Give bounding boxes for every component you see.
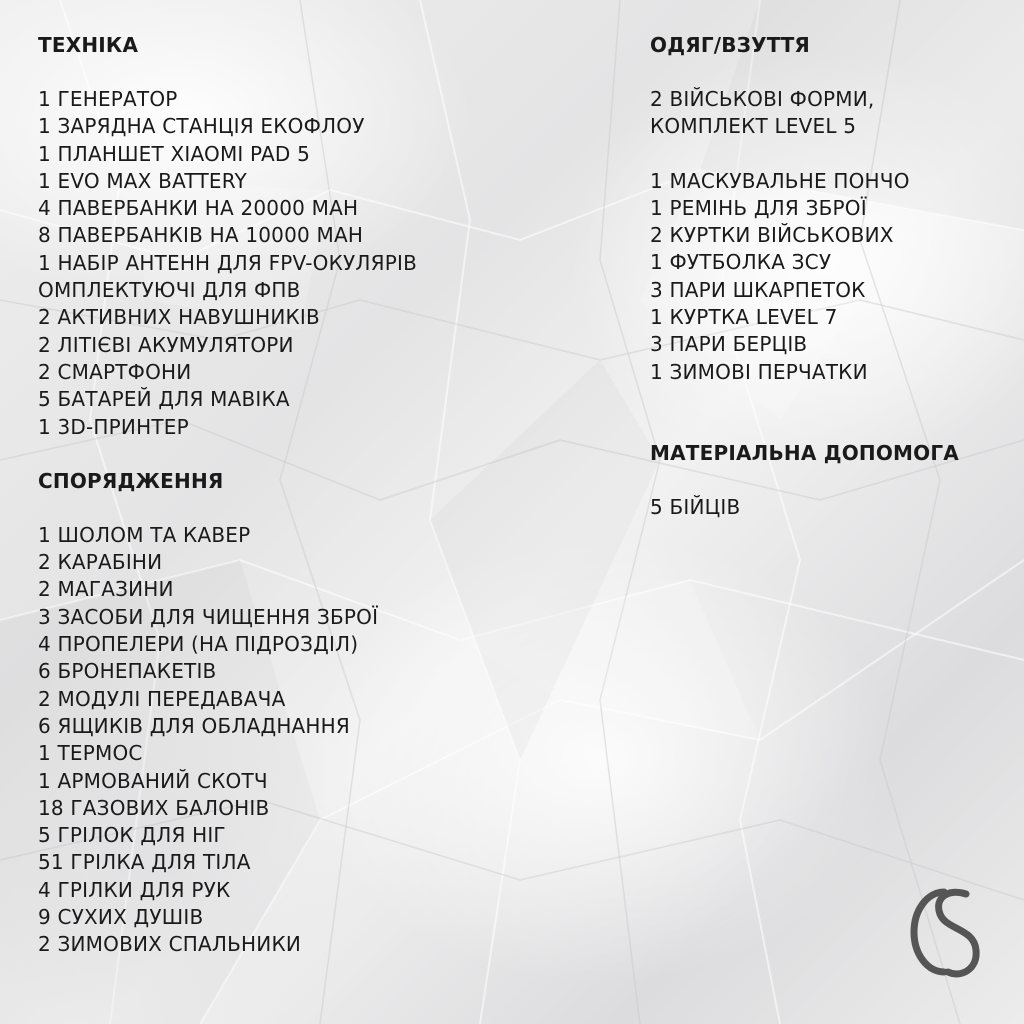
list-item: 1 МАСКУВАЛЬНЕ ПОНЧО — [650, 168, 910, 193]
list-item: 2 КУРТКИ ВІЙСЬКОВИХ — [650, 223, 894, 248]
list-item: 1 ШОЛОМ ТА КАВЕР — [38, 522, 251, 547]
list-item: 1 ЗИМОВІ ПЕРЧАТКИ — [650, 359, 868, 384]
section-title-technika: ТЕХНІКА — [38, 33, 139, 57]
spacer — [38, 441, 598, 468]
list-item: 2 КАРАБІНИ — [38, 550, 163, 575]
odiag-list-group1 — [650, 86, 1010, 141]
list-item: 51 ГРІЛКА ДЛЯ ТІЛА — [38, 850, 251, 875]
list-item: 2 МОДУЛІ ПЕРЕДАВАЧА — [38, 686, 286, 711]
sporyadzhennia-list — [38, 522, 598, 959]
logo-s-stroke — [939, 892, 977, 974]
list-item: ОМПЛЕКТУЮЧІ ДЛЯ ФПВ — [38, 278, 301, 303]
list-item: КОМПЛЕКТ LEVEL 5 — [650, 114, 857, 139]
spacer — [650, 413, 1010, 440]
list-item: 3 ПАРИ ШКАРПЕТОК — [650, 277, 866, 302]
list-item: 1 РЕМІНЬ ДЛЯ ЗБРОЇ — [650, 195, 867, 220]
left-column — [38, 32, 598, 959]
list-item: 1 НАБІР АНТЕНН ДЛЯ FPV-ОКУЛЯРІВ — [38, 250, 418, 275]
technika-list — [38, 86, 598, 441]
materialna-list — [650, 494, 1010, 521]
section-title-odiag: ОДЯГ/ВЗУТТЯ — [650, 33, 811, 57]
list-item: 1 ГЕНЕРАТОР — [38, 87, 178, 111]
list-item: 1 ФУТБОЛКА ЗСУ — [650, 250, 832, 275]
spacer — [650, 386, 1010, 413]
cs-monogram-logo-icon — [904, 884, 986, 980]
list-item: 2 ЗИМОВИХ СПАЛЬНИКИ — [38, 932, 302, 957]
list-item: 4 ГРІЛКИ ДЛЯ РУК — [38, 877, 231, 902]
list-item: 2 ВІЙСЬКОВІ ФОРМИ, — [650, 87, 875, 111]
odiag-list-group2 — [650, 168, 1010, 386]
list-item: 2 ЛІТІЄВІ АКУМУЛЯТОРИ — [38, 332, 294, 357]
list-item: 5 БАТАРЕЙ ДЛЯ МАВІКА — [38, 387, 290, 412]
list-item: 1 3D-ПРИНТЕР — [38, 414, 189, 439]
list-item: 4 ПАВЕРБАНКИ НА 20000 MAH — [38, 196, 359, 221]
right-column — [650, 32, 1010, 521]
list-item: 1 ЗАРЯДНА СТАНЦІЯ ЕКОФЛОУ — [38, 114, 365, 139]
list-item: 1 КУРТКА LEVEL 7 — [650, 305, 838, 330]
list-item: 2 АКТИВНИХ НАВУШНИКІВ — [38, 305, 320, 330]
list-item: 9 СУХИХ ДУШІВ — [38, 905, 204, 930]
list-item: 1 ТЕРМОС — [38, 741, 143, 766]
list-item: 2 МАГАЗИНИ — [38, 577, 174, 602]
list-item: 3 ПАРИ БЕРЦІВ — [650, 332, 808, 357]
list-item: 18 ГАЗОВИХ БАЛОНІВ — [38, 795, 270, 820]
section-title-sporyadzhennia: СПОРЯДЖЕННЯ — [38, 468, 224, 493]
list-item: 5 ГРІЛОК ДЛЯ НІГ — [38, 823, 226, 848]
list-item: 8 ПАВЕРБАНКІВ НА 10000 MAH — [38, 223, 364, 248]
list-item: 4 ПРОПЕЛЕРИ (НА ПІДРОЗДІЛ) — [38, 632, 359, 657]
list-item: 1 АРМОВАНИЙ СКОТЧ — [38, 768, 268, 793]
section-title-materialna: МАТЕРІАЛЬНА ДОПОМОГА — [650, 440, 959, 465]
list-item: 3 ЗАСОБИ ДЛЯ ЧИЩЕННЯ ЗБРОЇ — [38, 604, 379, 629]
list-item: 6 ЯЩИКІВ ДЛЯ ОБЛАДНАННЯ — [38, 713, 351, 738]
list-item: 1 EVO MAX BATTERY — [38, 168, 247, 193]
list-item: 5 БІЙЦІВ — [650, 494, 741, 519]
list-item: 1 ПЛАНШЕТ XIAOMI PAD 5 — [38, 141, 311, 166]
list-item: 6 БРОНЕПАКЕТІВ — [38, 659, 217, 684]
list-item: 2 СМАРТФОНИ — [38, 359, 192, 384]
